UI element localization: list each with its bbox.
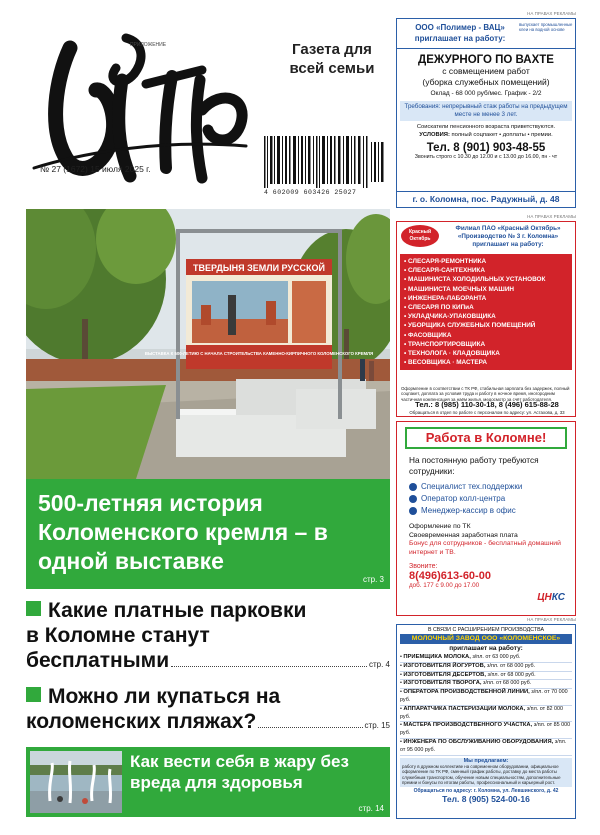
ad3-extension: доб. 177 с 9.00 до 17.00 — [409, 582, 480, 589]
ad1-conditions: Соискатели пенсионного возраста приветствуются. УСЛОВИЯ: полный соцпакет • доплаты • премии. — [416, 124, 556, 138]
barcode — [264, 136, 386, 188]
teaser-ref: стр. 4 — [368, 660, 390, 669]
ad-krasny-oktyabr — [396, 221, 576, 417]
ad-work-in-kolomna — [396, 421, 576, 616]
ad4-job-list — [400, 654, 572, 756]
banner-title: ТВЕРДЫНЯ ЗЕМЛИ РУССКОЙ — [193, 263, 325, 273]
ad2-heading: Филиал ПАО «Красный Октябрь» «Производство № 3 г. Коломна» приглашает на работу: — [455, 225, 561, 248]
ad3-job-list — [409, 481, 563, 517]
ad1-salary: Оклад - 68 000 руб/мес. График - 2/2 — [430, 90, 542, 97]
teaser-ref: стр. 15 — [364, 721, 390, 730]
list-item: • СЛЕСАРЯ-САНТЕХНИКА — [404, 266, 568, 275]
slogan: Газета для всей семьи — [289, 41, 375, 77]
logo-small-text: ПРИЛОЖЕНИЕ — [130, 42, 167, 48]
teaser-beaches[interactable]: Можно ли купаться на коломенских пляжах? стр. 15 — [26, 684, 390, 738]
ad1-hours: Звонить строго с 10.30 до 12.00 и с 13.00 до 16.00, пн - чт — [414, 154, 558, 160]
person-icon — [409, 495, 417, 503]
ad3-intro: На постоянную работу требуются сотрудники: — [409, 455, 539, 476]
ad4-invite: приглашает на работу: — [449, 645, 523, 652]
ad2-phone[interactable]: Тел.: 8 (985) 110-30-18, 8 (496) 615-88-28 — [415, 400, 559, 409]
ad2-address: Обращаться в отдел по работе с персоналом по адресу: ул. Астахова, д. 33 — [409, 410, 565, 415]
hero-photo — [26, 209, 390, 479]
list-item: • МАШИНИСТА ХОЛОДИЛЬНЫХ УСТАНОВОК — [404, 275, 568, 284]
ad-label: НА ПРАВАХ РЕКЛАМЫ — [527, 617, 576, 622]
list-item: Специалист тех.поддержки — [409, 481, 563, 493]
list-item: Менеджер-кассир в офис — [409, 505, 563, 517]
issue-number: № 27 (1672) 15 июля 2025 г. — [40, 164, 151, 174]
ad4-company: МОЛОЧНЫЙ ЗАВОД ООО «КОЛОМЕНСКОЕ» — [400, 634, 572, 644]
ad-kolomenskoe-dairy — [396, 624, 576, 819]
ad3-phone[interactable]: 8(496)613-60-00 — [409, 570, 491, 582]
krasny-oktyabr-logo: Красный Октябрь — [401, 225, 439, 247]
ad2-conditions: Оформление в соответствии с ТК РФ, стабильная зарплата без задержек, полный соцпакет, доплата за условия труда и работу в ночное время, иногородним частичная компенсация за наём жилья, медосмотр за счёт работодателя. — [401, 386, 570, 402]
list-item: • АППАРАТЧИКА ПАСТЕРИЗАЦИИ МОЛОКА, з/пл. от 82 000 руб. — [400, 706, 572, 723]
fountain-photo — [30, 751, 122, 813]
newspaper-logo — [26, 18, 266, 204]
list-item: • ФАСОВЩИКА — [404, 331, 568, 340]
ad4-offer: Мы предлагаем: работу в дружном коллективе на современном оборудовании, официальное оформление по ТК РФ, сменный график работы, доставку до места работы служебным транспортом, обучение новым специальностям, дополнительные премии и бонусы по итогам работы, профессиональный и карьерный рост. — [400, 758, 572, 787]
teaser-parking[interactable]: Какие платные парковки в Коломне станут бесплатными стр. 4 — [26, 598, 390, 677]
list-item: • ПРИЕМЩИКА МОЛОКА, з/пл. от 63 000 руб. — [400, 654, 572, 663]
ad1-company: ООО «Полимер - ВАЦ» приглашает на работу: — [414, 23, 506, 43]
masthead — [26, 18, 390, 204]
ad3-conditions: Оформление по ТК Своевременная заработная плата — [409, 523, 518, 539]
heat-story-box[interactable] — [26, 747, 390, 817]
list-item: • УКЛАДЧИКА-УПАКОВЩИКА — [404, 312, 568, 321]
heat-story-title[interactable]: Как вести себя в жару без вреда для здоровья — [130, 752, 349, 792]
ad3-bonus: Бонус для сотрудников - бесплатный домашний интернет и ТВ. — [409, 540, 561, 556]
ad-polymer-vac — [396, 18, 576, 208]
bullet-square-icon — [26, 601, 41, 616]
barcode-digits: 4 602009 603426 25027 — [264, 189, 357, 196]
list-item: • МАСТЕРА ПРОИЗВОДСТВЕННОГО УЧАСТКА, з/пл. от 85 000 руб. — [400, 722, 572, 739]
list-item: Оператор колл-центра — [409, 493, 563, 505]
bullet-square-icon — [26, 687, 41, 702]
list-item: • ВЕСОВЩИКА · МАСТЕРА — [404, 358, 568, 367]
list-item: • ТЕХНОЛОГА · КЛАДОВЩИКА — [404, 349, 568, 358]
list-item: • ИЗГОТОВИТЕЛЯ ДЕСЕРТОВ, з/пл. от 68 000 руб. — [400, 672, 572, 681]
lead-headline[interactable]: 500-летняя история Коломенского кремля – в одной выставке — [38, 490, 328, 574]
person-icon — [409, 507, 417, 515]
list-item: • ИЗГОТОВИТЕЛЯ ЙОГУРТОВ, з/пл. от 68 000 руб. — [400, 663, 572, 672]
ad1-job-title: ДЕЖУРНОГО ПО ВАХТЕ — [418, 54, 554, 66]
ad3-brand-logo: ЦНКС — [537, 592, 565, 603]
list-item: • УБОРЩИКА СЛУЖЕБНЫХ ПОМЕЩЕНИЙ — [404, 321, 568, 330]
heat-story-ref: стр. 14 — [358, 804, 384, 813]
list-item: • ИНЖЕНЕРА-ЛАБОРАНТА — [404, 294, 568, 303]
list-item: • ИНЖЕНЕРА ПО ОБСЛУЖИВАНИЮ ОБОРУДОВАНИЯ, з/пл. от 95 000 руб. — [400, 739, 572, 756]
list-item: • СЛЕСАРЯ ПО КИПиА — [404, 303, 568, 312]
ad1-phone[interactable]: Тел. 8 (901) 903-48-55 — [426, 142, 546, 154]
lead-headline-box[interactable] — [26, 479, 390, 589]
list-item: • ОПЕРАТОРА ПРОИЗВОДСТВЕННОЙ ЛИНИИ, з/пл. от 70 000 руб. — [400, 689, 572, 706]
ad-label: НА ПРАВАХ РЕКЛАМЫ — [527, 214, 576, 219]
ad1-address: г. о. Коломна, пос. Радужный, д. 48 — [397, 191, 575, 207]
ad-label: НА ПРАВАХ РЕКЛАМЫ — [527, 11, 576, 16]
ad2-job-list — [400, 254, 572, 370]
banner-caption: ВЫСТАВКА К 500-ЛЕТИЮ С НАЧАЛА СТРОИТЕЛЬСТВА КАМЕННО-КИРПИЧНОГО КОЛОМЕНСКОГО КРЕМЛЯ — [144, 351, 374, 356]
ad4-top-line: В СВЯЗИ С РАСШИРЕНИЕМ ПРОИЗВОДСТВА — [427, 627, 545, 633]
lead-page-ref: стр. 3 — [362, 575, 384, 584]
ad3-title: Работа в Коломне! — [405, 427, 567, 449]
ad4-phone[interactable]: Тел. 8 (905) 524-00-16 — [442, 793, 530, 804]
ad3-call-label: Звоните: — [409, 563, 438, 570]
list-item: • СЛЕСАРЯ-РЕМОНТНИКА — [404, 257, 568, 266]
list-item: • МАШИНИСТА МОЕЧНЫХ МАШИН — [404, 285, 568, 294]
ad4-address: Обращаться по адресу: г. Коломна, ул. Левшинского, д. 42 — [413, 787, 559, 794]
ad1-note: выпускает промышленные клеи на водной основе — [519, 22, 573, 33]
ad1-requirements: Требования: непрерывный стаж работы на предыдущем месте не менее 3 лет. — [400, 101, 572, 121]
person-icon — [409, 483, 417, 491]
ad1-subtitle: с совмещением работ (уборка служебных помещений) — [422, 66, 550, 87]
list-item: • ИЗГОТОВИТЕЛЯ ТВОРОГА, з/пл. от 68 000 руб. — [400, 680, 572, 689]
list-item: • ТРАНСПОРТИРОВЩИКА — [404, 340, 568, 349]
